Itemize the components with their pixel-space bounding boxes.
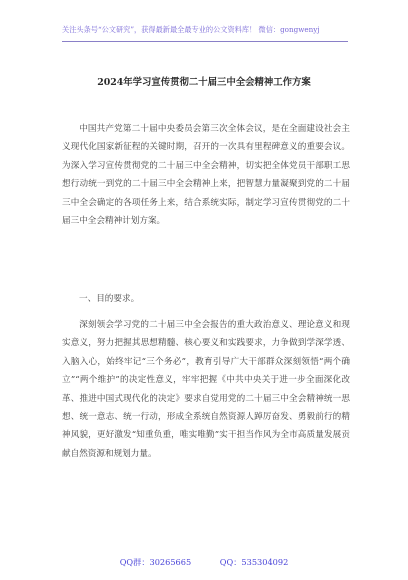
footer-qq-number: QQ：535304092 [219, 557, 289, 567]
document-title: 2024年学习宣传贯彻二十届三中全会精神工作方案 [97, 77, 311, 88]
section-heading: 一、目的要求。 [79, 294, 140, 304]
footer-qq-group: QQ群：30265665 [119, 557, 192, 567]
footer-contact [0, 557, 408, 568]
header-promo-text: 关注头条号“公文研究”，获得最新最全最专业的公文资料库！ 微信：gongwenyj [62, 25, 320, 34]
body-paragraph-2 [62, 316, 350, 463]
header-divider [62, 41, 348, 42]
paragraph-text: 中国共产党第二十届中央委员会第三次全体会议，是在全面建设社会主义现代化国家新征程的关键时期，召开的一次具有里程碑意义的重要会议。为深入学习宣传贯彻党的二十届三中全会精神，切实把全体党员干部职工思想行动统一到党的二十届三中全会精神上来，把智慧力量凝聚到党的二十届三中全会确定的各项任务上来，结合系统实际，制定学习宣传贯彻党的二十届三中全会精神计划方案。 [62, 124, 350, 227]
paragraph-text: 深刻领会学习党的二十届三中全会报告的重大政治意义、理论意义和现实意义，努力把握其思想精髓、核心要义和实践要求，力争做到学深学透、入脑入心，始终牢记“三个务必”，教育引导广大干部群众深刻领悟“两个确立”“两个维护”的决定性意义，牢牢把握《中共中央关于进一步全面深化改革、推进中国式现代化的决定》要求自觉用党的二十届三中全会精神统一思想、统一意志、统一行动，形成全系统自然资源人踔厉奋发、勇毅前行的精神风貌，更好激发“知重负重，唯实唯勤”实干担当作风为全市高质量发展贡献自然资源和规划力量。 [62, 320, 350, 459]
body-paragraph-1 [62, 120, 350, 230]
header-banner [0, 0, 408, 62]
